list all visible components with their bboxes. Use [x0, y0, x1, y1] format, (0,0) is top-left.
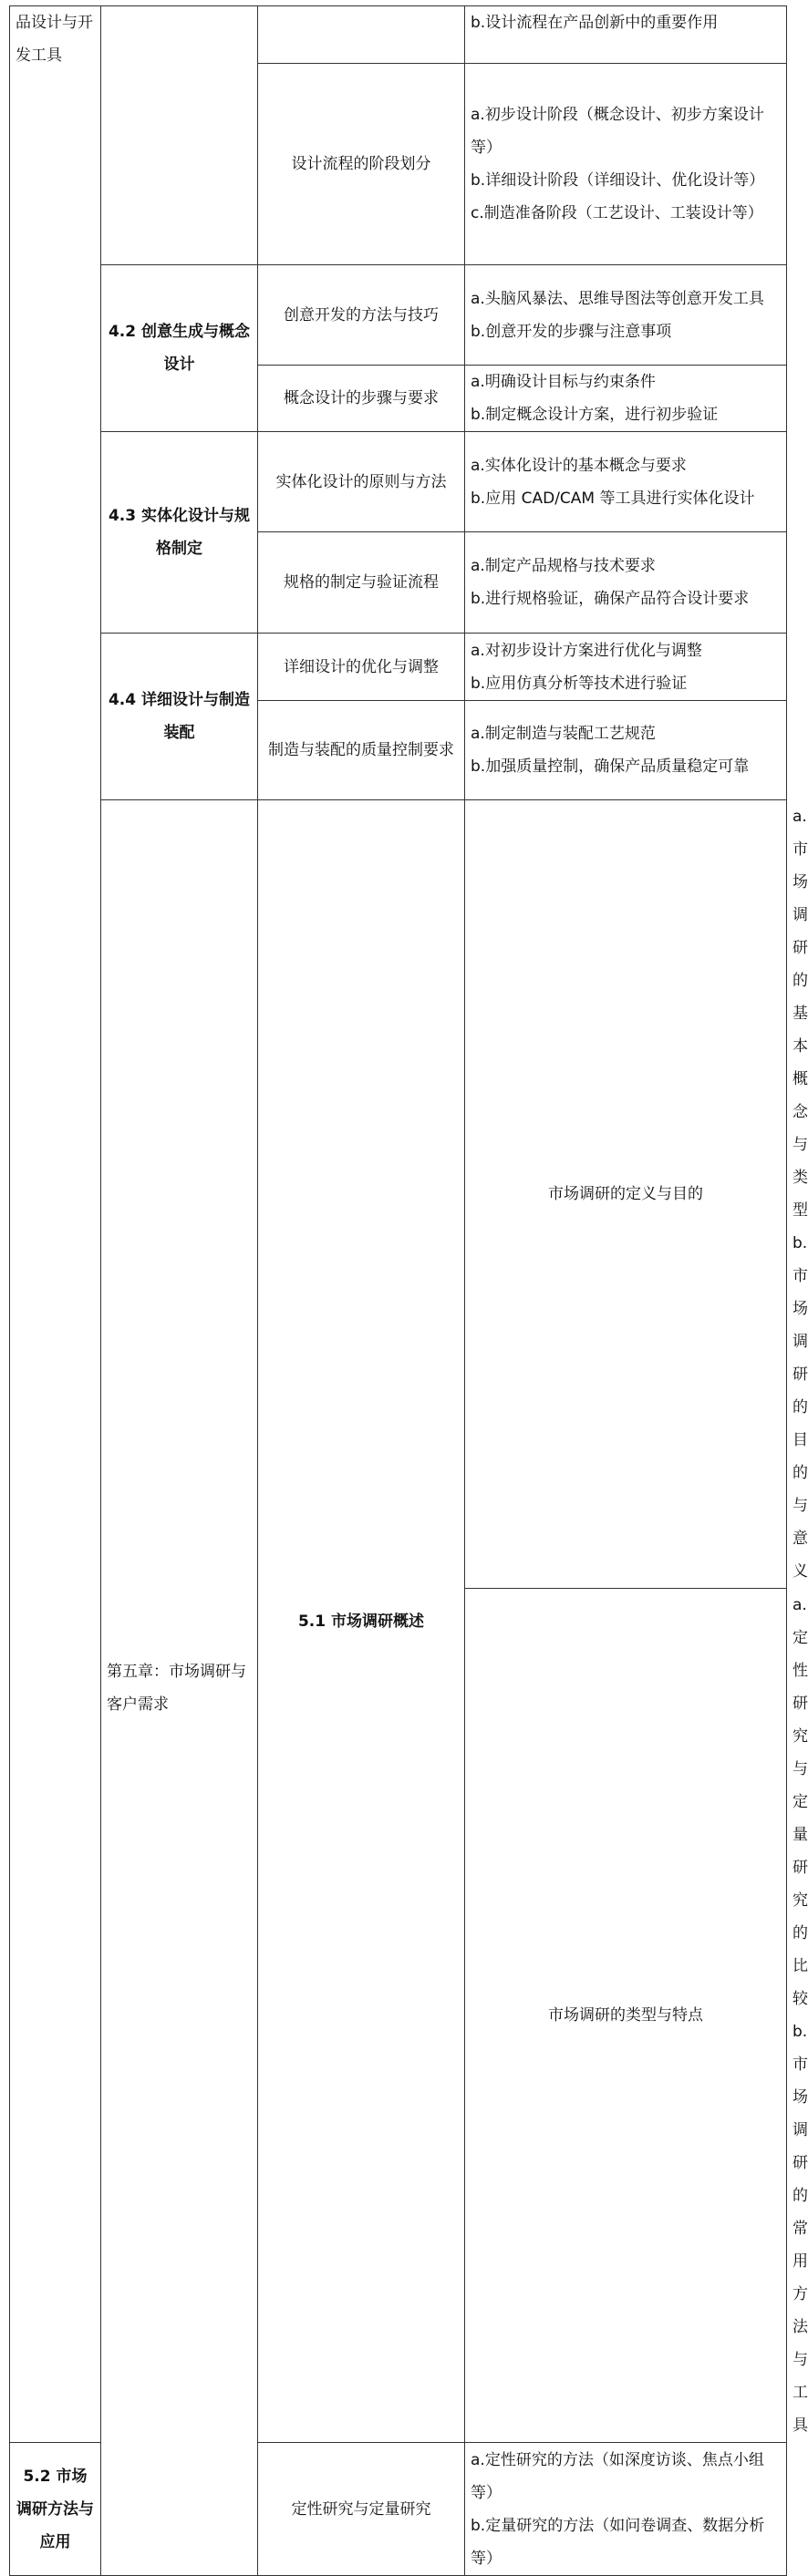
topic-title: 定性研究与定量研究 — [291, 2499, 431, 2519]
chapter-cell — [10, 6, 101, 2443]
chapter-cell — [101, 800, 258, 2576]
table-row: 市场调研的类型与特点 a.定性研究与定量研究的比较 b.市场调研的常用方法与工具 — [10, 1589, 787, 2443]
section-cell — [101, 265, 258, 432]
table-row — [10, 6, 787, 64]
point: a.实体化设计的基本概念与要求 — [471, 456, 687, 475]
section-title: 5.2 市场调研方法与应用 — [16, 2467, 94, 2551]
topic-title: 规格的制定与验证流程 — [284, 573, 439, 592]
topic-cell — [258, 64, 465, 265]
section-title: 4.4 详细设计与制造装配 — [108, 691, 251, 742]
point: b.加强质量控制，确保产品质量稳定可靠 — [471, 757, 750, 776]
point: c.制造准备阶段（工艺设计、工装设计等） — [471, 204, 763, 222]
course-outline-table — [9, 5, 808, 2576]
topic-cell — [258, 2443, 465, 2576]
topic-title: 详细设计的优化与调整 — [284, 657, 439, 676]
point: b.创意开发的步骤与注意事项 — [471, 322, 672, 341]
point: b.详细设计阶段（详细设计、优化设计等） — [471, 171, 765, 190]
section-title: 4.2 创意生成与概念设计 — [108, 323, 251, 374]
point: b.制定概念设计方案，进行初步验证 — [471, 406, 719, 424]
point: a.制定制造与装配工艺规范 — [471, 725, 656, 743]
point: a.初步设计阶段（概念设计、初步方案设计等） — [471, 106, 764, 157]
table-row: 第五章：市场调研与客户需求 5.1 市场调研概述 市场调研的定义与目的 a.市场调研的基本概念与类型 b.市场调研的目的与意义 — [10, 800, 787, 1589]
topic-title: 概念设计的步骤与要求 — [284, 389, 439, 407]
details-cell — [465, 265, 787, 366]
details-cell — [465, 366, 787, 432]
topic-title: 实体化设计的原则与方法 — [275, 472, 447, 491]
details-cell — [465, 2443, 787, 2576]
section-title: 4.3 实体化设计与规格制定 — [108, 507, 251, 558]
details-cell — [465, 432, 787, 532]
point: b.应用 CAD/CAM 等工具进行实体化设计 — [471, 489, 755, 508]
topic-title: 设计流程的阶段划分 — [291, 155, 431, 173]
section-title: 5.1 市场调研概述 — [297, 1612, 425, 1631]
section-cell — [101, 634, 258, 800]
topic-cell — [258, 6, 465, 64]
point: b.应用仿真分析等技术进行验证 — [471, 674, 688, 693]
topic-title: 创意开发的方法与技巧 — [284, 305, 439, 325]
details-cell — [465, 64, 787, 265]
topic-cell — [258, 265, 465, 366]
topic-title: 制造与装配的质量控制要求 — [268, 741, 454, 759]
section-cell — [10, 2443, 101, 2576]
chapter-title: 品设计与开发工具 — [16, 14, 93, 65]
section-cell — [101, 432, 258, 634]
topic-cell — [465, 1589, 787, 2443]
point: a.明确设计目标与约束条件 — [471, 373, 656, 391]
details-cell — [465, 701, 787, 800]
topic-cell — [258, 634, 465, 701]
point: b.设计流程在产品创新中的重要作用 — [471, 14, 719, 32]
section-cell — [101, 6, 258, 265]
table-row — [10, 634, 787, 701]
topic-cell — [465, 800, 787, 1589]
details-cell — [465, 634, 787, 701]
topic-cell — [258, 432, 465, 532]
topic-cell — [258, 366, 465, 432]
point: a.头脑风暴法、思维导图法等创意开发工具 — [471, 289, 764, 308]
chapter-title: 第五章：市场调研与客户需求 — [107, 1662, 246, 1714]
table-row — [10, 432, 787, 532]
point: a.制定产品规格与技术要求 — [471, 557, 656, 575]
point: b.定量研究的方法（如问卷调查、数据分析等） — [471, 2516, 765, 2568]
details-cell — [465, 6, 787, 64]
point: a.定性研究的方法（如深度访谈、焦点小组等） — [471, 2450, 764, 2502]
topic-title: 市场调研的定义与目的 — [548, 1185, 703, 1203]
topic-title: 市场调研的类型与特点 — [548, 2006, 703, 2025]
section-cell — [258, 800, 465, 2443]
table-row — [10, 265, 787, 366]
point: b.进行规格验证，确保产品符合设计要求 — [471, 590, 750, 608]
topic-cell — [258, 532, 465, 634]
details-cell — [465, 532, 787, 634]
topic-cell — [258, 701, 465, 800]
point: a.对初步设计方案进行优化与调整 — [471, 641, 702, 660]
